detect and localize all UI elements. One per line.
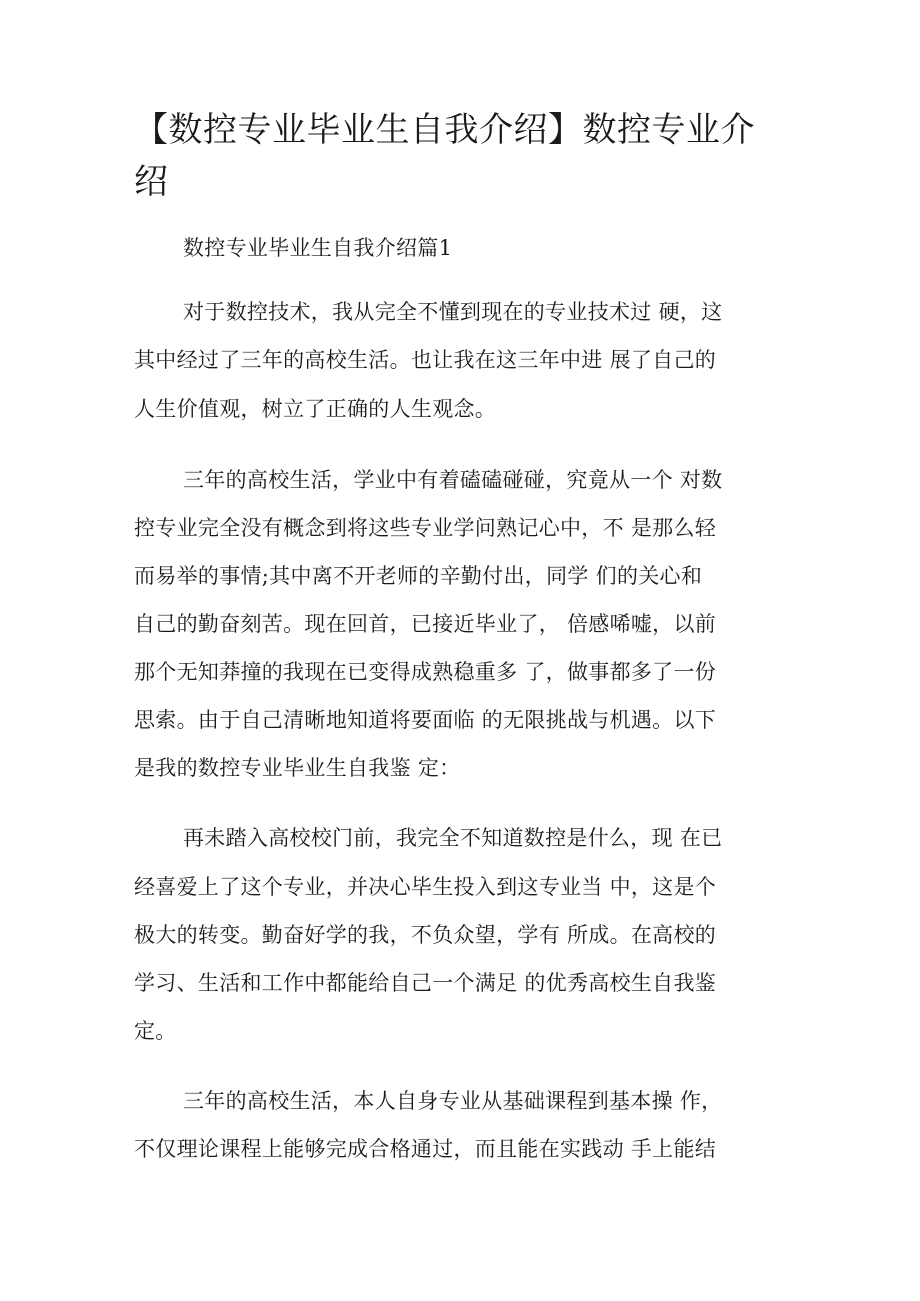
paragraph-line: 其中经过了三年的高校生活。也让我在这三年中进 展了自己的 xyxy=(134,348,717,372)
title-line-1: 【数控专业毕业生自我介绍】数控专业介 xyxy=(134,110,755,150)
paragraph-line: 定。 xyxy=(134,1019,177,1043)
document-title xyxy=(134,104,784,208)
paragraph-line: 而易举的事情;其中离不开老师的辛勤付出，同学 们的关心和 xyxy=(134,564,703,588)
paragraph-line: 那个无知莽撞的我现在已变得成熟稳重多 了，做事都多了一份 xyxy=(134,660,717,684)
paragraph-line: 经喜爱上了这个专业，并决心毕生投入到这专业当 中，这是个 xyxy=(134,875,717,899)
paragraph-line: 自己的勤奋刻苦。现在回首，已接近毕业了， 倍感唏嘘，以前 xyxy=(134,612,717,636)
paragraph-line: 不仅理论课程上能够完成合格通过，而且能在实践动 手上能结 xyxy=(134,1137,717,1161)
paragraph-line: 控专业完全没有概念到将这些专业学问熟记心中，不 是那么轻 xyxy=(134,516,717,540)
paragraph-line: 三年的高校生活，学业中有着磕磕碰碰，究竟从一个 对数 xyxy=(183,468,723,492)
paragraph-line: 再未踏入高校校门前，我完全不知道数控是什么，现 在已 xyxy=(183,826,723,850)
paragraph-line: 极大的转变。勤奋好学的我，不负众望，学有 所成。在高校的 xyxy=(134,923,717,947)
paragraph-line: 三年的高校生活，本人自身专业从基础课程到基本操 作， xyxy=(183,1089,723,1113)
paragraph-line: 思索。由于自己清晰地知道将要面临 的无限挑战与机遇。以下 xyxy=(134,708,717,732)
paragraph-line: 学习、生活和工作中都能给自己一个满足 的优秀高校生自我鉴 xyxy=(134,971,717,995)
paragraph-line: 是我的数控专业毕业生自我鉴 定： xyxy=(134,756,461,780)
section-subtitle: 数控专业毕业生自我介绍篇1 xyxy=(183,236,453,260)
paragraph-line: 对于数控技术，我从完全不懂到现在的专业技术过 硬，这 xyxy=(183,300,723,324)
title-line-2: 绍 xyxy=(134,162,169,202)
paragraph-line: 人生价值观，树立了正确的人生观念。 xyxy=(134,397,497,421)
